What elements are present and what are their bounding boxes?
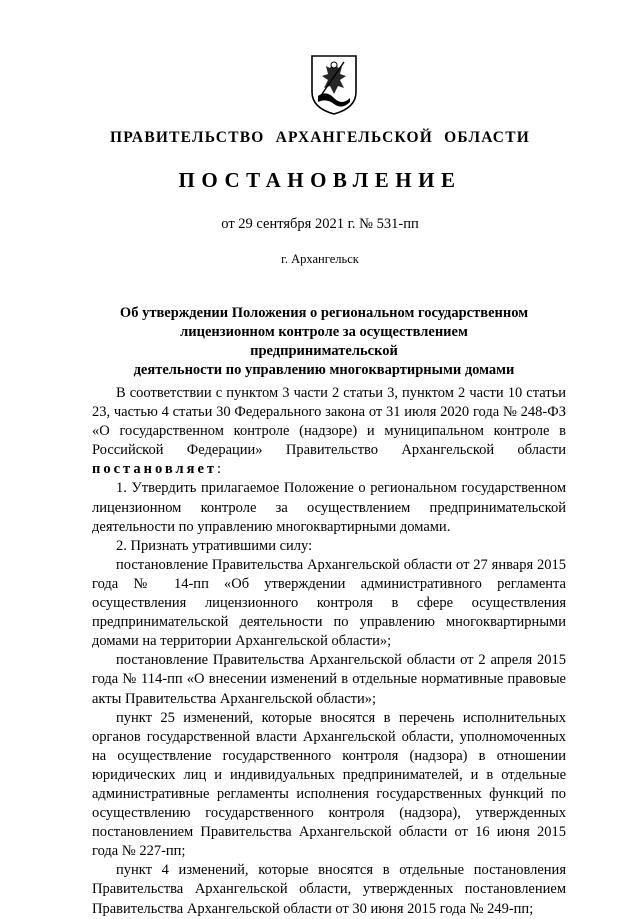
coat-of-arms-emblem — [308, 52, 360, 116]
repealed-act-3: пункт 25 изменений, которые вносятся в перечень исполнительных органов государственной власти Архангельской области, уполномоченных на осуществление государственного контроля (надзора) в отношении юридических лиц и индивидуальных предпринимателей, и в отдельные административные регламенты исполнения государственных функций по осуществлению государственного контроля (надзора), утвержденных постановлением Правительства Архангельской области от 16 июня 2015 года № 227-пп; — [92, 709, 566, 860]
repealed-act-1: постановление Правительства Архангельской области от 27 января 2015 года № 14-пп «Об утверждении административного регламента осуществления лицензионного контроля в сфере осуществления предпринимательской деятельности по управлению многоквартирными домами на территории Архангельской области»; — [92, 556, 566, 650]
intro-paragraph — [92, 384, 566, 479]
resolves-colon: : — [217, 461, 222, 478]
title-line: Об утверждении Положения о региональном государственном — [119, 305, 529, 321]
document-title — [112, 304, 536, 380]
repealed-act-4: пункт 4 изменений, которые вносятся в отдельные постановления Правительства Архангельской области, утвержденных постановлением Правительства Архангельской области от 30 июня 2015 года № 249-пп; — [92, 862, 566, 917]
item-2: 2. Признать утратившими силу: — [116, 537, 313, 554]
intro-text: В соответствии с пунктом 3 части 2 статьи 3, пунктом 2 части 10 статьи 23, частью 4 статьи 30 Федерального закона от 31 июля 2020 года № 248-ФЗ «О государственном контроле (надзоре) и муниципальном контроле в Российской Федерации» Правительство Архангельской области — [92, 385, 566, 459]
government-name: ПРАВИТЕЛЬСТВО АРХАНГЕЛЬСКОЙ ОБЛАСТИ — [109, 129, 530, 146]
title-line: деятельности по управлению многоквартирными домами — [133, 362, 515, 378]
resolves-word: постановляет — [92, 461, 218, 478]
city: г. Архангельск — [281, 252, 359, 266]
date-and-number: от 29 сентября 2021 г. № 531-пп — [221, 216, 419, 232]
document-type: ПОСТАНОВЛЕНИЕ — [178, 168, 462, 192]
document-body — [92, 384, 566, 919]
item-1: 1. Утвердить прилагаемое Положение о региональном государственном лицензионном контроле за осуществлением предпринимательской деятельности по управлению многоквартирными домами. — [92, 480, 566, 535]
repealed-act-2: постановление Правительства Архангельской области от 2 апреля 2015 года № 114-пп «О внесении изменений в отдельные нормативные правовые акты Правительства Архангельской области»; — [92, 652, 566, 707]
title-line: лицензионном контроле за осуществлением предпринимательской — [180, 324, 468, 359]
